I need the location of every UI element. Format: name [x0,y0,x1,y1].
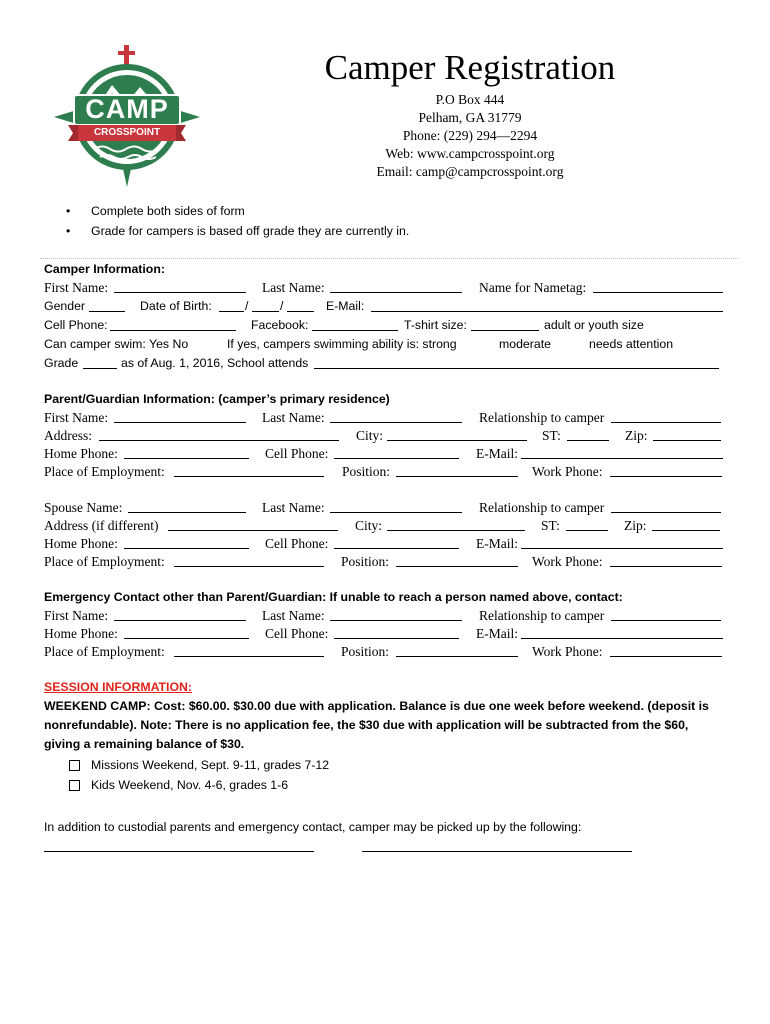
kids-weekend-checkbox[interactable] [69,780,80,791]
camper-nametag-label: Name for Nametag: [479,280,587,295]
emergency-first-name-label: First Name: [44,608,109,623]
bullet-dot: • [66,224,71,238]
spouse-name-label: Spouse Name: [44,500,123,515]
camper-school-label: as of Aug. 1, 2016, School attends [121,356,309,370]
session-weekend-camp-line3: giving a remaining balance of $30. [44,737,245,751]
spouse-zip-field[interactable] [652,530,720,531]
pickup-instructions: In addition to custodial parents and emergency contact, camper may be picked up by the following: [44,820,582,834]
parent-relationship-field[interactable] [611,422,721,423]
camper-facebook-field[interactable] [312,330,398,331]
spouse-st-field[interactable] [566,530,608,531]
pickup-person-1-field[interactable] [44,851,314,852]
emergency-cell-phone-label: Cell Phone: [265,626,329,641]
emergency-email-field[interactable] [521,638,723,639]
bullet-complete-both-sides: Complete both sides of form [91,204,245,218]
camper-tshirt-label: T-shirt size: [404,318,467,332]
camper-adult-youth-label: adult or youth size [544,318,644,332]
logo-banner-text: CROSSPOINT [93,127,161,138]
camper-first-name-label: First Name: [44,280,109,295]
camper-swim-moderate: moderate [499,337,551,351]
bullet-dot: • [66,204,71,218]
spouse-relationship-label: Relationship to camper [479,500,605,515]
spouse-email-label: E-Mail: [476,536,518,551]
emergency-home-phone-field[interactable] [124,638,249,639]
parent-first-name-label: First Name: [44,410,109,425]
parent-address-field[interactable] [99,440,339,441]
emergency-employment-field[interactable] [174,656,324,657]
emergency-work-phone-label: Work Phone: [532,644,603,659]
address-city: Pelham, GA 31779 [418,110,522,125]
camper-nametag-field[interactable] [593,292,723,293]
camper-grade-field[interactable] [83,368,117,369]
emergency-first-name-field[interactable] [114,620,246,621]
kids-weekend-label: Kids Weekend, Nov. 4-6, grades 1-6 [91,778,289,792]
emergency-email-label: E-Mail: [476,626,518,641]
session-weekend-camp-line2: nonrefundable). Note: There is no application fee, the $30 due with application will be subtracted from the $60, [44,718,689,732]
emergency-heading: Emergency Contact other than Parent/Guardian: If unable to reach a person named above, contact: [44,590,623,604]
spouse-position-field[interactable] [396,566,518,567]
missions-weekend-label: Missions Weekend, Sept. 9-11, grades 7-12 [91,758,330,772]
section-divider [40,258,738,259]
spouse-city-label: City: [355,518,383,533]
pickup-person-2-field[interactable] [362,851,632,852]
camper-last-name-field[interactable] [330,292,462,293]
emergency-last-name-field[interactable] [330,620,462,621]
camper-email-field[interactable] [371,311,723,312]
contact-email: Email: camp@campcrosspoint.org [376,164,564,179]
spouse-name-field[interactable] [128,512,246,513]
camper-last-name-label: Last Name: [262,280,325,295]
parent-cell-phone-label: Cell Phone: [265,446,329,461]
contact-web: Web: www.campcrosspoint.org [385,146,555,161]
camp-logo [52,45,202,190]
parent-zip-label: Zip: [625,428,648,443]
camper-email-label: E-Mail: [326,299,365,313]
spouse-relationship-field[interactable] [611,512,721,513]
parent-cell-phone-field[interactable] [334,458,459,459]
parent-first-name-field[interactable] [114,422,246,423]
spouse-st-label: ST: [541,518,560,533]
emergency-position-field[interactable] [396,656,518,657]
logo-camp-text: CAMP [85,94,169,124]
spouse-address-field[interactable] [168,530,338,531]
camper-dob-month-field[interactable] [219,311,244,312]
spouse-cell-phone-label: Cell Phone: [265,536,329,551]
camper-cell-field[interactable] [110,330,236,331]
spouse-zip-label: Zip: [624,518,647,533]
parent-last-name-label: Last Name: [262,410,325,425]
parent-st-field[interactable] [567,440,609,441]
parent-city-label: City: [356,428,384,443]
parent-home-phone-field[interactable] [124,458,249,459]
camper-dob-label: Date of Birth: [140,299,212,313]
camper-gender-label: Gender [44,299,86,313]
camper-dob-year-field[interactable] [287,311,314,312]
emergency-work-phone-field[interactable] [610,656,722,657]
parent-zip-field[interactable] [653,440,721,441]
parent-employment-label: Place of Employment: [44,464,165,479]
parent-st-label: ST: [542,428,561,443]
contact-phone: Phone: (229) 294—2294 [402,128,538,143]
spouse-city-field[interactable] [387,530,525,531]
camper-swim-needs-attention: needs attention [589,337,674,351]
spouse-employment-label: Place of Employment: [44,554,165,569]
camper-school-field[interactable] [314,368,719,369]
parent-work-phone-field[interactable] [610,476,722,477]
bullet-grade-note: Grade for campers is based off grade they are currently in. [91,224,410,238]
spouse-email-field[interactable] [521,548,723,549]
emergency-position-label: Position: [341,644,390,659]
parent-position-field[interactable] [396,476,518,477]
emergency-relationship-label: Relationship to camper [479,608,605,623]
emergency-cell-phone-field[interactable] [334,638,459,639]
spouse-last-name-field[interactable] [330,512,462,513]
camper-swim-label: Can camper swim: Yes No [44,337,189,351]
parent-city-field[interactable] [387,440,527,441]
camper-swim-ability-label: If yes, campers swimming ability is: strong [227,337,457,351]
dob-slash: / [280,299,284,313]
parent-last-name-field[interactable] [330,422,462,423]
session-weekend-camp-line1: WEEKEND CAMP: Cost: $60.00. $30.00 due with application. Balance is due one week before weekend. (deposit is [44,699,709,713]
spouse-employment-field[interactable] [174,566,324,567]
camper-gender-field[interactable] [89,311,125,312]
session-info-heading: SESSION INFORMATION: [44,680,193,694]
parent-address-label: Address: [44,428,92,443]
parent-info-heading: Parent/Guardian Information: (camper’s primary residence) [44,392,390,406]
spouse-position-label: Position: [341,554,390,569]
page-title: Camper Registration [324,48,616,87]
emergency-home-phone-label: Home Phone: [44,626,118,641]
emergency-relationship-field[interactable] [611,620,721,621]
parent-home-phone-label: Home Phone: [44,446,118,461]
spouse-cell-phone-field[interactable] [334,548,459,549]
camper-facebook-label: Facebook: [251,318,309,332]
emergency-last-name-label: Last Name: [262,608,325,623]
parent-relationship-label: Relationship to camper [479,410,605,425]
spouse-address-label: Address (if different) [44,518,159,533]
spouse-home-phone-field[interactable] [124,548,249,549]
camper-grade-label: Grade [44,356,79,370]
spouse-home-phone-label: Home Phone: [44,536,118,551]
spouse-work-phone-label: Work Phone: [532,554,603,569]
camper-info-heading: Camper Information: [44,262,165,276]
parent-position-label: Position: [342,464,391,479]
parent-work-phone-label: Work Phone: [532,464,603,479]
missions-weekend-checkbox[interactable] [69,760,80,771]
camper-dob-day-field[interactable] [252,311,279,312]
camper-tshirt-field[interactable] [471,330,539,331]
address-po-box: P.O Box 444 [435,92,505,107]
parent-employment-field[interactable] [174,476,324,477]
dob-slash: / [245,299,249,313]
camper-first-name-field[interactable] [114,292,246,293]
emergency-employment-label: Place of Employment: [44,644,165,659]
parent-email-label: E-Mail: [476,446,518,461]
spouse-last-name-label: Last Name: [262,500,325,515]
camper-cell-label: Cell Phone: [44,318,108,332]
spouse-work-phone-field[interactable] [610,566,722,567]
parent-email-field[interactable] [521,458,723,459]
